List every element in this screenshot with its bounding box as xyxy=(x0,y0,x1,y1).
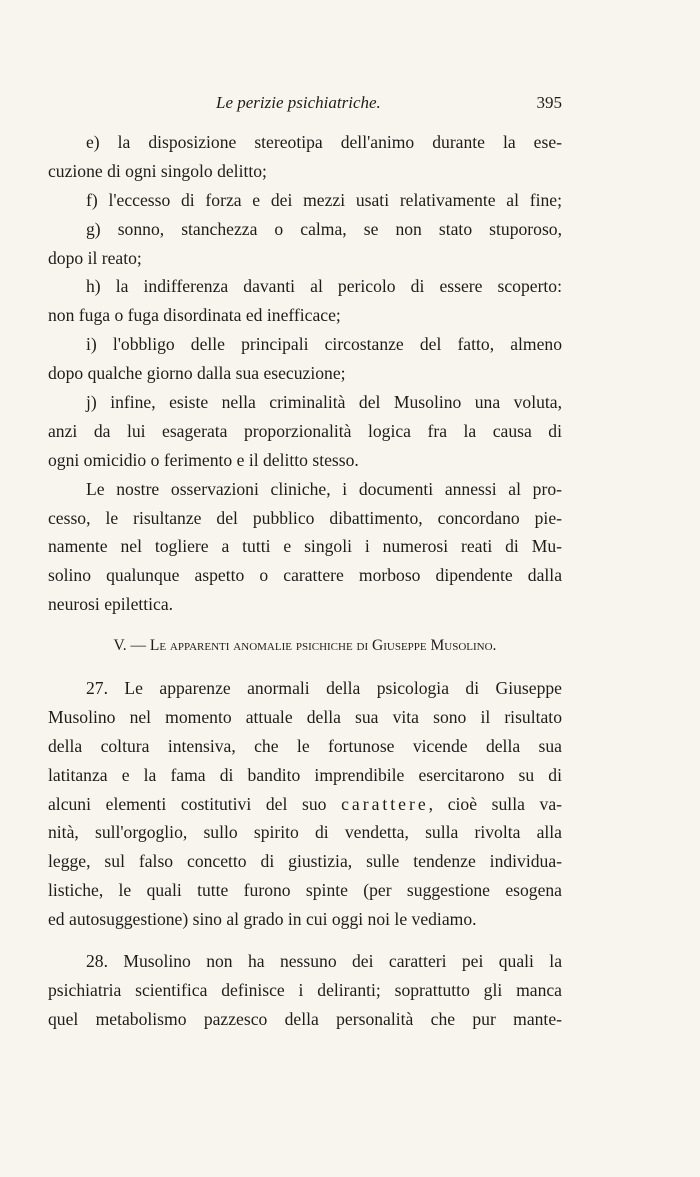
text-line: 28. Musolino non ha nessuno dei caratteri pei quali la xyxy=(86,951,562,972)
text-line: 27. Le apparenze anormali della psicologia di Giuseppe xyxy=(86,678,562,699)
text-line: ogni omicidio o ferimento e il delitto stesso. xyxy=(48,449,359,470)
text-line xyxy=(48,790,562,819)
text-line: listiche, le quali tutte furono spinte (per suggestione esogena xyxy=(48,880,562,901)
text-line: solino qualunque aspetto o carattere morboso dipendente dalla xyxy=(48,565,562,586)
text-line: cesso, le risultanze del pubblico dibattimento, concordano pie- xyxy=(48,507,562,528)
text-line: dopo qualche giorno dalla sua esecuzione; xyxy=(48,363,346,384)
text-line: g) sonno, stanchezza o calma, se non stato stuporoso, xyxy=(86,218,562,239)
page-number: 395 xyxy=(536,93,562,112)
text-segment: alcuni elementi costitutivi del suo xyxy=(48,793,327,814)
text-line: latitanza e la fama di bandito imprendibile esercitarono su di xyxy=(48,764,562,785)
spacer xyxy=(48,661,562,674)
text-line: della coltura intensiva, che le fortunose vicende della sua xyxy=(48,735,562,756)
text-line: namente nel togliere a tutti e singoli i numerosi reati di Mu- xyxy=(48,536,562,557)
text-line: Musolino nel momento attuale della sua vita sono il risultato xyxy=(48,706,562,727)
text-line: h) la indifferenza davanti al pericolo di essere scoperto: xyxy=(86,276,562,297)
text-line: i) l'obbligo delle principali circostanze del fatto, almeno xyxy=(86,334,562,355)
text-line: ed autosuggestione) sino al grado in cui oggi noi le vediamo. xyxy=(48,909,477,930)
text-line: legge, sul falso concetto di giustizia, sulle tendenze individua- xyxy=(48,851,562,872)
text-segment: , cioè sulla va- xyxy=(428,793,562,814)
text-line: j) infine, esiste nella criminalità del Musolino una voluta, xyxy=(86,392,562,413)
text-line: dopo il reato; xyxy=(48,247,142,268)
section-heading: V. — Le apparenti anomalie psichiche di Giuseppe Musolino. xyxy=(113,637,497,655)
text-line: e) la disposizione stereotipa dell'animo durante la ese- xyxy=(86,132,562,152)
text-line: non fuga o fuga disordinata ed inefficace; xyxy=(48,305,341,326)
body-text xyxy=(48,128,562,1034)
spacer xyxy=(48,934,562,947)
emphasized-word: carattere xyxy=(341,793,429,814)
text-line: cuzione di ogni singolo delitto; xyxy=(48,160,267,181)
text-line: nità, sull'orgoglio, sullo spirito di vendetta, sulla rivolta alla xyxy=(48,822,562,843)
text-line: f) l'eccesso di forza e dei mezzi usati relativamente al fine; xyxy=(86,189,562,210)
text-line: neurosi epilettica. xyxy=(48,594,174,615)
running-title: Le perizie psichiatriche. xyxy=(216,93,381,112)
text-line: anzi da lui esagerata proporzionalità logica fra la causa di xyxy=(48,420,562,441)
spacer xyxy=(48,619,562,632)
running-header xyxy=(48,93,562,117)
text-line: quel metabolismo pazzesco della personalità che pur mante- xyxy=(48,1008,562,1029)
text-line: psichiatria scientifica definisce i deliranti; soprattutto gli manca xyxy=(48,979,562,1000)
text-line: Le nostre osservazioni cliniche, i documenti annessi al pro- xyxy=(86,478,562,499)
